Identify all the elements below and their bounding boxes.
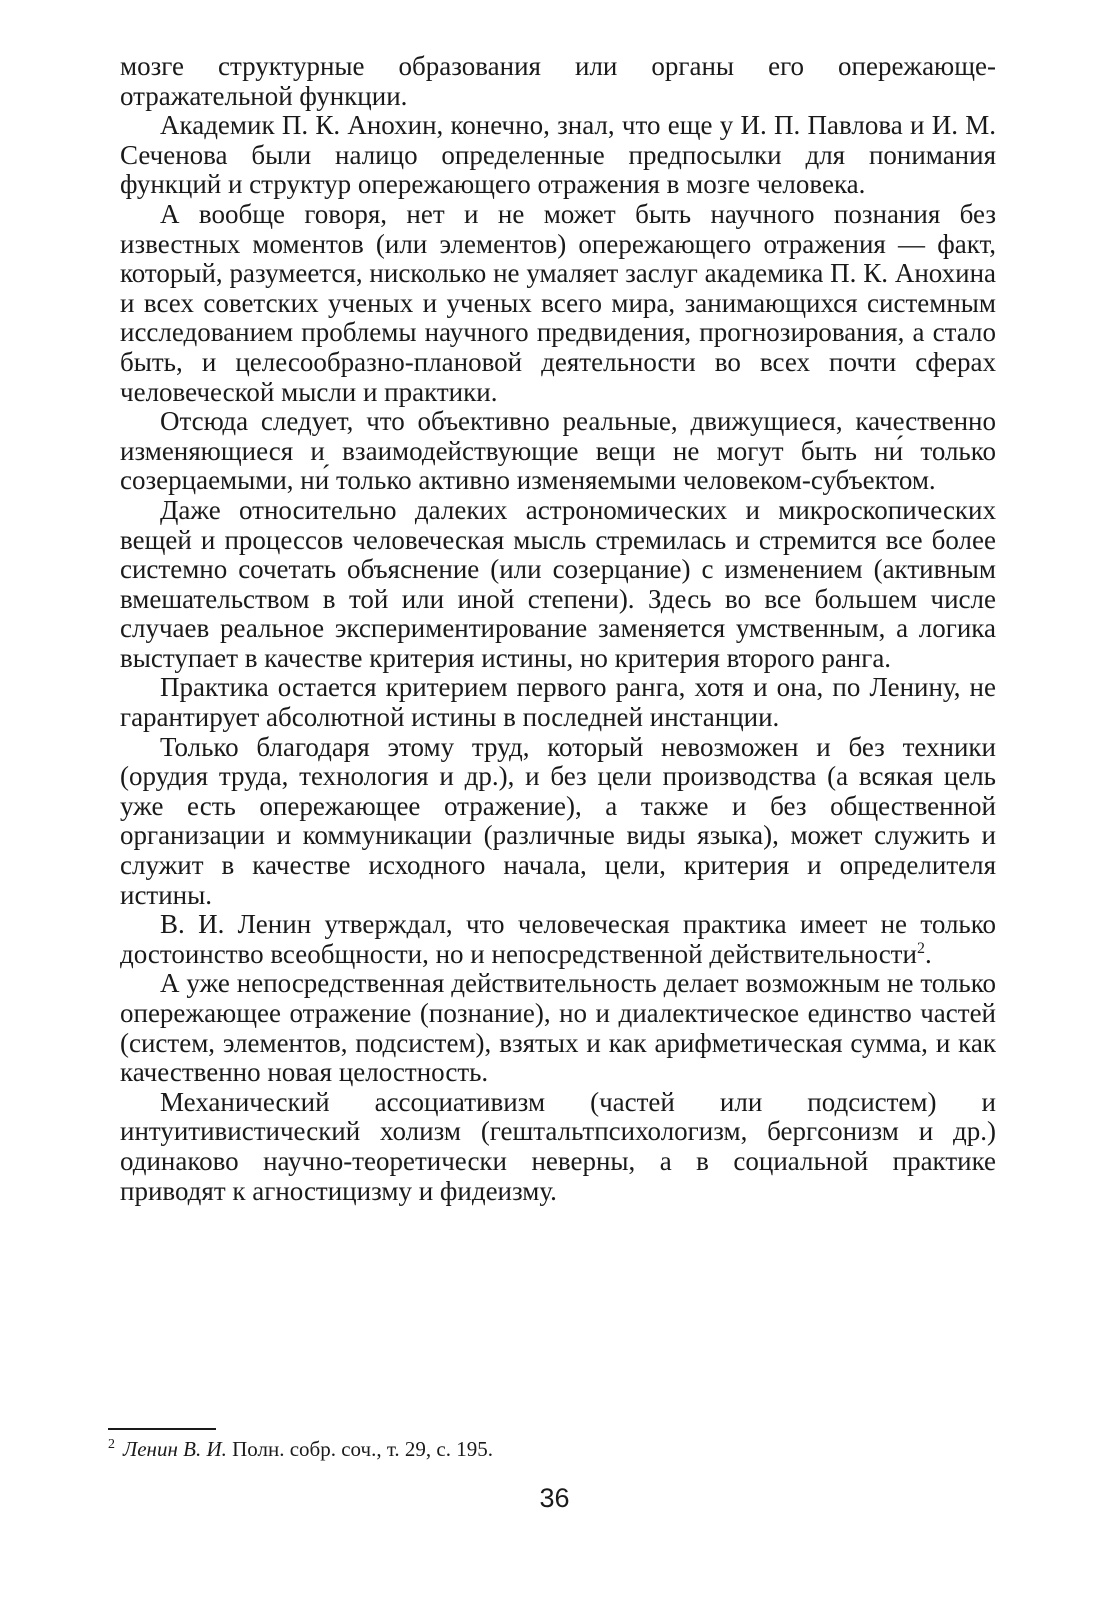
paragraph: Даже относительно далеких астрономических и микроскопических вещей и процессов человеческая мысль стремилась и стремится все более системно сочетать объяснение (или созерцание) с изменением (активным вмешательством в той или иной степени). Здесь во все большем числе случаев реальное экспериментирование заменяется умственным, а логика выступает в качестве критерия истины, но критерия второго ранга. — [120, 494, 996, 673]
paragraph: А вообще говоря, нет и не может быть научного познания без известных моментов (или элементов) опережающего отражения — факт, который, разумеется, нисколько не умаляет заслуг академика П. К. Анохина и всех советских ученых и ученых всего мира, занимающихся системным исследованием проблемы научного предвидения, прогнозирования, а стало быть, и целесообразно-плановой деятельности во всех почти сферах человеческой мысли и практики. — [120, 198, 996, 407]
footnote-divider — [108, 1428, 216, 1430]
page-number: 36 — [539, 1483, 570, 1513]
page-body — [120, 52, 996, 1206]
paragraph: Только благодаря этому труд, который невозможен и без техники (орудия труда, технология и др.), и без цели производства (а всякая цель уже есть опережающее отражение), а также и без общественной организации и коммуникации (различные виды языка), может служить и служит в качестве исходного начала, цели, критерия и определителя истины. — [120, 731, 996, 910]
footnote-mark: 2 — [108, 1437, 115, 1452]
footnote — [108, 1436, 1008, 1462]
paragraph: Механический ассоциативизм (частей или подсистем) и интуитивистический холизм (гештальтпсихологизм, бергсонизм и др.) одинаково научно-теоретически неверны, а в социальной практике приводят к агностицизму и фидеизму. — [120, 1086, 996, 1206]
paragraph-with-footnote-ref — [120, 910, 996, 969]
paragraph: Отсюда следует, что объективно реальные, движущиеся, качественно изменяющиеся и взаимодействующие вещи не могут быть ни́ только созерцаемыми, ни́ только активно изменяемыми человеком-субъектом. — [120, 406, 996, 496]
paragraph: Практика остается критерием первого ранга, хотя и она, по Ленину, не гарантирует абсолютной истины в последней инстанции. — [120, 672, 996, 733]
paragraph-end-punctuation: . — [924, 938, 932, 969]
paragraph-text: В. И. Ленин утверждал, что человеческая практика имеет не только достоинство всеобщности, но и непосредственной действительности — [120, 909, 996, 969]
footnote-reference: 2 — [916, 939, 925, 957]
paragraph: мозге структурные образования или органы его опережающе-отражательной функции. — [120, 51, 996, 111]
paragraph: Академик П. К. Анохин, конечно, знал, что еще у И. П. Павлова и И. М. Сеченова были налицо определенные предпосылки для понимания функций и структур опережающего отражения в мозге человека. — [120, 110, 996, 200]
footnote-source: Полн. собр. соч., т. 29, с. 195. — [232, 1437, 493, 1461]
footnote-author: Ленин В. И. — [123, 1437, 227, 1461]
paragraph: А уже непосредственная действительность делает возможным не только опережающее отражение (познание), но и диалектическое единство частей (систем, элементов, подсистем), взятых и как арифметическая сумма, и как качественно новая целостность. — [120, 968, 996, 1088]
